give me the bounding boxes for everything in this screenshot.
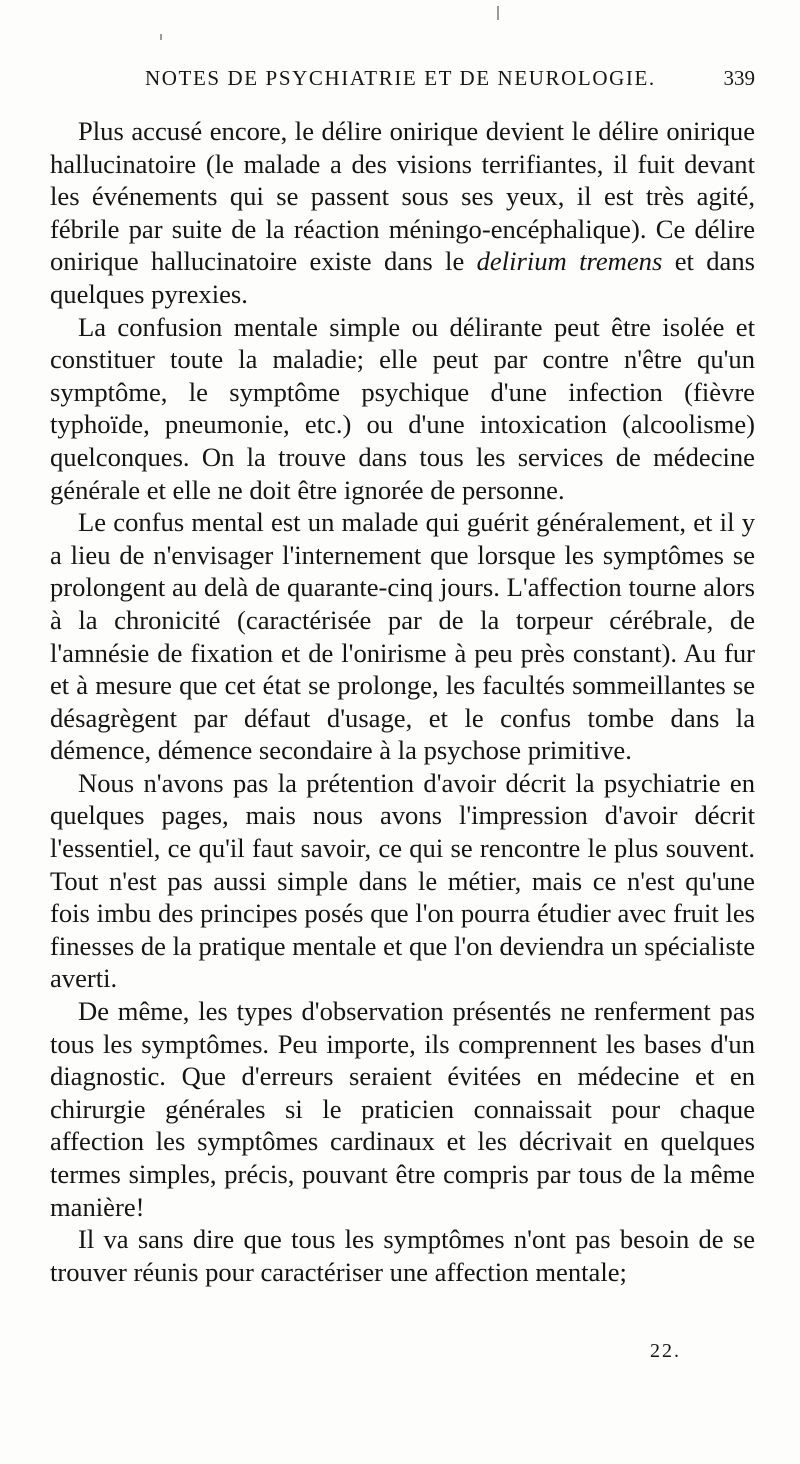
paragraph-confus-mental: Le confus mental est un malade qui guérit généralement, et il y a lieu de n'envisager l'internement que lorsque les symptômes se prolongent au delà de quarante-cinq jours. L'affection tourne alors à la chronicité (caractérisée par de la torpeur cérébrale, de l'amnésie de fixation et de l'onirisme à peu près constant). Au fur et à mesure que cet état se prolonge, les facultés sommeillantes se désagrègent par défaut d'usage, et le confus tombe dans la démence, démence secondaire à la psychose primitive. bbox=[50, 507, 755, 766]
paragraph-delire-onirique bbox=[50, 115, 755, 311]
paragraph-symptomes: Il va sans dire que tous les symptômes n'ont pas besoin de se trouver réunis pour caractériser une affection mentale; bbox=[50, 1224, 755, 1287]
paragraph-text: Plus accusé encore, le délire onirique devient le délire onirique hallucinatoire (le malade a des visions terrifiantes, il fuit devant les événements qui se passent sous ses yeux, il est très agité, fébrile par suite de la réaction méningo-encéphalique). Ce délire onirique hallucinatoire existe dans le bbox=[50, 116, 755, 277]
running-header bbox=[50, 66, 755, 96]
running-title: NOTES DE PSYCHIATRIE ET DE NEUROLOGIE. bbox=[145, 66, 656, 90]
paragraph-confusion-mentale: La confusion mentale simple ou délirante peut être isolée et constituer toute la maladie; elle peut par contre n'être qu'un symptôme, le symptôme psychique d'une infection (fièvre typhoïde, pneumonie, etc.) ou d'une intoxication (alcoolisme) quelconques. On la trouve dans tous les services de médecine générale et elle ne doit être ignorée de personne. bbox=[50, 311, 755, 505]
scan-artifact bbox=[160, 34, 162, 40]
page-number: 339 bbox=[723, 66, 755, 90]
signature-mark: 22. bbox=[650, 1340, 681, 1362]
body-text bbox=[50, 115, 755, 1288]
paragraph-types-observation: De même, les types d'observation présentés ne renferment pas tous les symptômes. Peu importe, ils comprennent les bases d'un diagnostic. Que d'erreurs seraient évitées en médecine et en chirurgie générales si le praticien connaissait pour chaque affection les symptômes cardinaux et les décrivait en quelques termes simples, précis, pouvant être compris par tous de la même manière! bbox=[50, 996, 755, 1222]
italic-term: delirium tremens bbox=[476, 246, 663, 277]
paragraph-pretention: Nous n'avons pas la prétention d'avoir décrit la psychiatrie en quelques pages, mais nous avons l'impression d'avoir décrit l'essentiel, ce qu'il faut savoir, ce qui se rencontre le plus souvent. Tout n'est pas aussi simple dans le métier, mais ce n'est qu'une fois imbu des principes posés que l'on pourra étudier avec fruit les finesses de la pratique mentale et que l'on deviendra un spécialiste averti. bbox=[50, 767, 755, 994]
paragraph-text: et dans quelques pyrexies. bbox=[50, 246, 755, 309]
scan-artifact bbox=[497, 6, 499, 20]
